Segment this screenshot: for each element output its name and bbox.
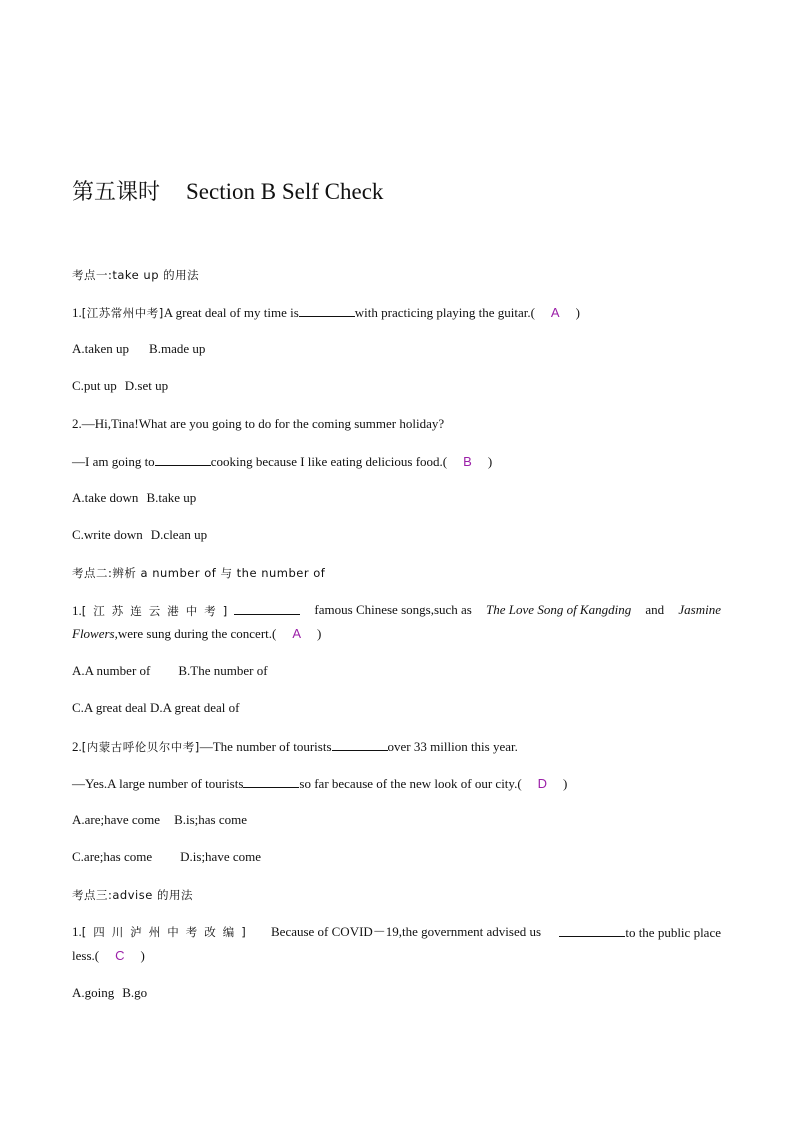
option-d: D.set up <box>124 378 169 393</box>
option-cd: C.A great deal D.A great deal of <box>72 700 240 715</box>
option-a: A.A number of <box>72 663 151 678</box>
answer-blank <box>155 453 211 466</box>
option-a: A.are;have come <box>72 812 161 827</box>
options-row <box>72 341 205 357</box>
question-3-1-line2: less.( C ) <box>72 948 145 963</box>
answer-mark: C <box>115 948 125 963</box>
question-1-1: 1.[江苏常州中考]A great deal of my time is with practicing playing the guitar.( A ) <box>72 305 580 320</box>
options-row <box>72 663 268 679</box>
option-a: A.going <box>72 985 115 1000</box>
option-d: D.clean up <box>150 527 208 542</box>
options-row <box>72 700 240 716</box>
question-1-2-line2: —I am going to cooking because I like eating delicious food.( B ) <box>72 454 493 469</box>
options-row <box>72 527 207 543</box>
answer-mark: A <box>550 305 560 320</box>
option-b: B.made up <box>149 341 206 356</box>
option-a: A.take down <box>72 490 139 505</box>
question-2-1-line2: Flowers,were sung during the concert.( A ) <box>72 626 322 641</box>
title-chinese: 第五课时 <box>72 180 161 205</box>
option-b: B.go <box>122 985 148 1000</box>
option-a: A.taken up <box>72 341 130 356</box>
answer-blank <box>332 738 388 751</box>
answer-blank <box>559 924 625 937</box>
section-heading-3: 考点三:advise 的用法 <box>72 888 193 902</box>
question-2-2-line1: 2.[内蒙古呼伦贝尔中考]—The number of tourists over 33 million this year. <box>72 739 518 754</box>
option-c: C.write down <box>72 527 143 542</box>
option-b: B.is;has come <box>174 812 247 827</box>
options-row <box>72 378 168 394</box>
answer-mark: D <box>537 776 548 791</box>
options-row <box>72 812 247 828</box>
answer-blank <box>243 775 299 788</box>
options-row <box>72 849 261 865</box>
question-2-2-line2: —Yes.A large number of tourists so far because of the new look of our city.( D ) <box>72 776 568 791</box>
question-3-1-line1: 1.[四川泸州中考改编] Because of COVID－19,the government advised us to the public place <box>72 924 721 940</box>
answer-mark: A <box>292 626 302 641</box>
option-c: C.put up <box>72 378 117 393</box>
answer-blank <box>299 304 355 317</box>
option-b: B.The number of <box>178 663 268 678</box>
title-english: Section B Self Check <box>186 179 384 204</box>
question-1-2-line1: 2.—Hi,Tina!What are you going to do for the coming summer holiday? <box>72 416 445 431</box>
answer-mark: B <box>463 454 472 469</box>
question-2-1-line1: 1.[江苏连云港中考] famous Chinese songs,such as The Love Song of Kangding and Jasmine <box>72 602 721 618</box>
page-title <box>72 178 383 207</box>
answer-blank <box>234 602 300 615</box>
section-heading-1: 考点一:take up 的用法 <box>72 268 200 282</box>
options-row <box>72 490 196 506</box>
options-row <box>72 985 147 1001</box>
option-b: B.take up <box>146 490 197 505</box>
section-heading-2: 考点二:辨析 a number of 与 the number of <box>72 566 326 580</box>
option-c: C.are;has come <box>72 849 153 864</box>
option-d: D.is;have come <box>180 849 262 864</box>
